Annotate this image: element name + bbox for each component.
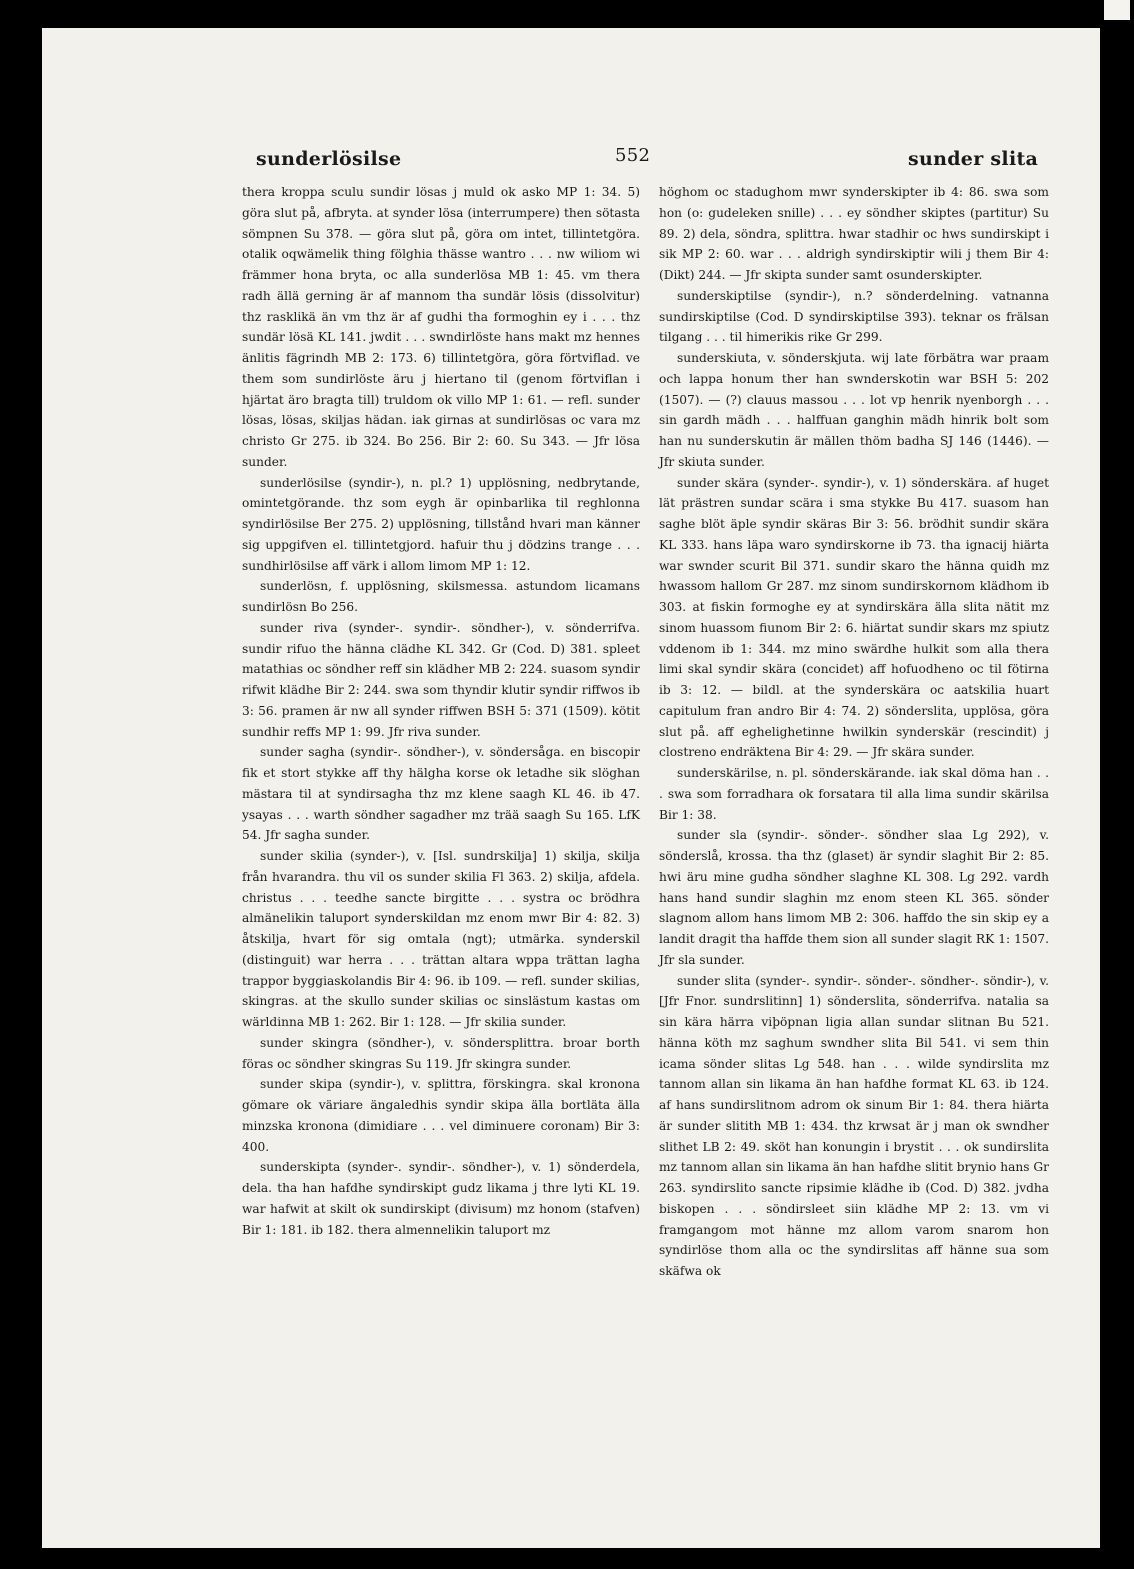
dictionary-entry: sunderskiuta, v. sönderskjuta. wij late förbätra war praam och lappa honum ther han swnderskotin war BSH 5: 202 (1507). — (?) clauus massou . . . lot vp henrik nyenborgh . . . sin gardh mädh . . . halffuan ganghin mädh hinrik bolt som han nu sunderskutin är mällen thöm badha SJ 146 (1446). — Jfr skiuta sunder. [659, 351, 1049, 469]
dictionary-entry: sunder riva (synder-. syndir-. söndher-), v. sönderrifva. sundir rifuo the hänna clädhe KL 342. Gr (Cod. D) 381. spleet matathias oc söndher reff sin klädher MB 2: 224. suasom syndir rifwit klädhe Bir 2: 244. swa som thyndir klutir syndir riffwos ib 3: 56. pramen är nw all synder riffwen BSH 5: 371 (1509). kötit sundhir reffs MP 1: 99. Jfr riva sunder. [242, 620, 640, 739]
page-number: 552 [615, 145, 651, 166]
dictionary-entry: sunderskiptilse (syndir-), n.? sönderdelning. vatnanna sundirskiptilse (Cod. D syndirskiptilse 393). teknar os frälsan tilgang . . . til himerikis rike Gr 299. [659, 288, 1049, 345]
dictionary-entry: sunder skipa (syndir-), v. splittra, förskingra. skal kronona gömare ok väriare ängaledhis syndir skipa älla bortläta älla minzska kronona (dimidiare . . . vel diminuere coronam) Bir 3: 400. [242, 1077, 640, 1154]
scan-corner [1104, 0, 1130, 20]
dictionary-entry: sunder slita (synder-. syndir-. sönder-. söndher-. söndir-), v. [Jfr Fnor. sundrslitinn] 1) sönderslita, sönderrifva. natalia sa sin kära härra viþöpnan ligia allan sundar slitnan Bu 521. hänna köth mz saghum swndher slita Bil 541. vi sem thin icama sönder slitas Lg 548. han . . . wilde syndirslita mz tannom allan sin likama än han hafdhe format KL 63. ib 124. af hans sundirslitnom adrom ok sinum Bir 1: 84. thera hiärta är sunder slitith MB 1: 434. thz krwsat är j man ok swndher slithet LB 2: 49. sköt han konungin i brystit . . . ok sundirslita mz tannom allan sin likama än han hafdhe slitit brynio hans Gr 263. syndirslito sancte ripsimie klädhe ib (Cod. D) 382. jvdha biskopen . . . söndirsleet siin klädhe MP 2: 13. vm vi framgangom mot hänne mz allom varom snarom hon syndirlöse thom alla oc the syndirslitas aff hänne sua som skäfwa ok [659, 973, 1049, 1278]
dictionary-entry: sunderlösn, f. upplösning, skilsmessa. astundom licamans sundirlösn Bo 256. [242, 579, 640, 614]
dictionary-entry: sunder skära (synder-. syndir-), v. 1) sönderskära. af huget lät prästren sundar scära i sma stykke Bu 417. suasom han saghe blöt äple syndir skäras Bir 3: 56. brödhit sundir skära KL 333. hans läpa waro syndirskorne ib 73. tha ignacij hiärta war swnder scurit Bil 371. sundir skaro the hänna quidh mz hwassom hallom Gr 287. mz sinom sundirskornom klädhom ib 303. at fiskin formoghe ey at syndirskära älla slita nätit mz sinom huassom fiunom Bir 2: 6. hiärtat sundir skars mz spiutz vddenom ib 1: 344. mz mino swärdhe hulkit som alla thera limi skal syndir skära (concidet) aff hofuodheno oc til fötirna ib 3: 12. — bildl. at the synderskära oc aatskilia huart capitulum fran andro Bir 4: 74. 2) sönderslita, upplösa, göra slut på. aff eghelighetinne hwilkin synderskär (rescindit) j clostreno endräktena Bir 4: 29. — Jfr skära sunder. [659, 475, 1049, 760]
left-column [242, 182, 640, 1240]
right-column [659, 182, 1049, 1282]
dictionary-entry: sunder sagha (syndir-. söndher-), v. söndersåga. en biscopir fik et stort stykke aff thy hälgha korse ok letadhe sik slöghan mästara til at syndirsagha thz mz klene saagh KL 46. ib 47. ysayas . . . warth söndher sagadher mz trää saagh Su 165. LfK 54. Jfr sagha sunder. [242, 745, 640, 843]
dictionary-entry: sunderskärilse, n. pl. sönderskärande. iak skal döma han . . . swa som forradhara ok forsatara til alla lima sundir skärilsa Bir 1: 38. [659, 766, 1049, 822]
dictionary-entry: sunderskipta (synder-. syndir-. söndher-), v. 1) sönderdela, dela. tha han hafdhe syndirskipt gudz likama j thre lyti KL 19. war hafwit at skilt ok sundirskipt (divisum) mz honom (stafven) Bir 1: 181. ib 182. thera almennelikin taluport mz [242, 1160, 640, 1237]
dictionary-entry: sunder skingra (söndher-), v. söndersplittra. broar borth föras oc söndher skingras Su 119. Jfr skingra sunder. [242, 1035, 640, 1071]
entry-text: thera kroppa sculu sundir lösas j muld ok asko MP 1: 34. 5) göra slut på, afbryta. at synder lösa (interrumpere) then sötasta sömpnen Su 378. — göra slut på, göra om intet, tillintetgöra. otalik oqwämelik thing fölghia thässe wantro . . . nw wiliom wi främmer hona bryta, oc alla sunderlösa MB 1: 45. vm thera radh ällä gerning är af mannom tha sundär lösis (dissolvitur) thz rasklikä än vm thz är af gudhi tha formoghin ey i . . . thz sundär lösä KL 141. jwdit . . . swndirlöste hans makt mz hennes änlitis fägrindh MB 2: 173. 6) tillintetgöra, göra förtviflad. ve them som sundirlöste äru j hiertano til (genom förtviflan i hjärtat äro bragta till) truldom ok villo MP 1: 61. — refl. sunder lösas, lösas, skiljas hädan. iak girnas at sundirlösas oc vara mz christo Gr 275. ib 324. Bo 256. Bir 2: 60. Su 343. — Jfr lösa sunder. [242, 185, 640, 469]
dictionary-entry: sunderlösilse (syndir-), n. pl.? 1) upplösning, nedbrytande, omintetgörande. thz som eygh är opinbarlika til reghlonna syndirlösilse Ber 275. 2) upplösning, tillstånd hvari man känner sig uppgifven el. tillintetgjord. hafuir thu j dödzins trange . . . sundhirlösilse aff värk i allom limom MP 1: 12. [242, 475, 640, 573]
dictionary-entry: sunder sla (syndir-. sönder-. söndher slaa Lg 292), v. sönderslå, krossa. tha thz (glaset) är syndir slaghit Bir 2: 85. hwi äru mine gudha söndher slaghne KL 308. Lg 292. vardh hans hand sundir slaghin mz enom steen KL 365. sönder slagnom allom hans limom MB 2: 306. haffdo the sin skip ey a landit dragit tha haffde them sion all sunder slagit RK 1: 1507. Jfr sla sunder. [659, 828, 1049, 967]
running-head-left: sunderlösilse [256, 148, 402, 170]
dictionary-entry: sunder skilia (synder-), v. [Isl. sundrskilja] 1) skilja, skilja från hvarandra. thu vil os sunder skilia Fl 363. 2) skilja, afdela. christus . . . teedhe sancte birgitte . . . systra oc brödhra almänelikin taluport synderskildan mz enom mwr Bir 4: 82. 3) åtskilja, hvart för sig omtala (ngt); utmärka. synderskil (distinguit) war herra . . . trättan altara wppa trättan lagha trappor byggiaskolandis Bir 4: 96. ib 109. — refl. sunder skilias, skingras. at the skullo sunder skilias oc sinslästum kastas om wärldinna MB 1: 262. Bir 1: 128. — Jfr skilia sunder. [242, 849, 640, 1029]
running-head-right: sunder slita [908, 148, 1039, 170]
entry-text: höghom oc stadughom mwr synderskipter ib 4: 86. swa som hon (o: gudeleken snille) . . . ey söndher skiptes (partitur) Su 89. 2) dela, söndra, splittra. hwar stadhir oc hws sundirskipt i sik MP 2: 60. war . . . aldrigh syndirskiptir wili j them Bir 4: (Dikt) 244. — Jfr skipta sunder samt osunderskipter. [659, 185, 1049, 282]
